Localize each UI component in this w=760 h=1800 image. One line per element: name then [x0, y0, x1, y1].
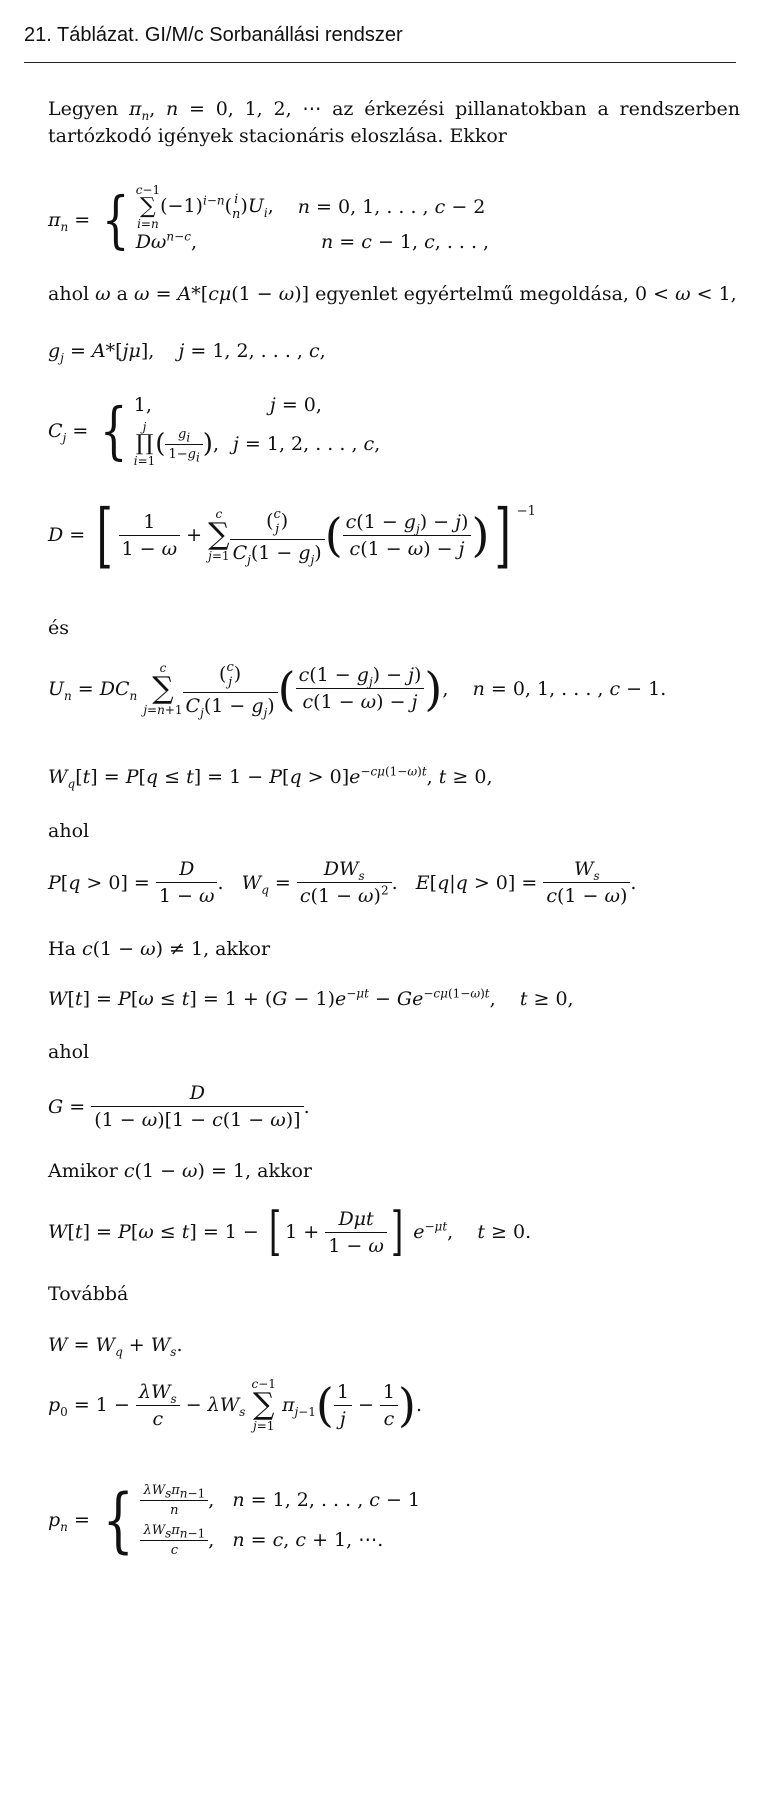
page-header [24, 14, 736, 63]
formula-w: $W = W_q + W_s$. [48, 1334, 183, 1359]
intro-line-1: Legyen $\pi_n$, n = 0, 1, 2, ⋯ az érkezési pillanatokban a rendszerben [48, 98, 740, 123]
formula-c-j: $C_j$ = { 1, j = 0, j ∏ i=1 ( $g_i$ $1-g_i$ ) , j = 1, 2, . . . , c, [48, 394, 381, 468]
formula-g-j: $g_j = A*[j\mu]$, j = 1, 2, . . . , c, [48, 340, 326, 365]
intro-line-2: tartózkodó igények stacionáris eloszlása. Ekkor [48, 125, 507, 147]
formula-g: G = $\frac{D}{(1 - \omega)[1 - c(1 - \omega)]}$ . [48, 1082, 310, 1131]
formula-u-n: $U_n = DC_n$ c ∑ j=n+1 ( c j ) $C_j(1 - g_j)$ ( $c(1 - g_j) - j$) c(1 − ω) − j ) , n = 0, 1, . . . , c − 1. [48, 660, 667, 720]
formula-wq-t: $W_q[t] = P[q \le t] = 1 - P[q > 0]e^{-c\mu(1-\omega)t}$, t ≥ 0, [48, 764, 493, 791]
formula-p-0: $p_0 = 1$ − $\lambda W_s$ c − $\lambda W_s$ c−1 ∑ j=1 $\pi_{j-1}$ ( 1 j − $\frac{1}{c}$ ) . [48, 1377, 423, 1433]
formula-w-t-1: $W[t] = P[\omega \le t] = 1 + (G - 1)e^{-\mu t} - Ge^{-c\mu(1-\omega)t}$, t ≥ 0, [48, 986, 574, 1010]
formula-d: D = [ 1 1 − ω + c ∑ j=1 ( c j ) $C_j(1 - g_j)$ ( $c(1 - g_j) - j$) c(1 − ω) − j ) ] −1 [48, 494, 536, 576]
page-title: 21. Táblázat. GI/M/c Sorbanállási rendszer [24, 24, 403, 46]
text-amikor: Amikor c(1 − ω) = 1, akkor [48, 1160, 313, 1182]
omega-definition: ahol ω a ω = A*[cμ(1 − ω)] egyenlet egyértelmű megoldása, 0 < ω < 1, [48, 283, 737, 305]
formula-pi-n: $\pi_n$ = { c−1 ∑ i=n $(-1)^{i-n}$( i n )$U_i$, n = 0, 1, . . . , c − 2 $D\omega^{n-c}$, n = c − 1, c, . . . , [48, 183, 490, 256]
formula-p-n: $p_n$ = { $\lambda W_s\pi_{n-1}$ n , n = 1, 2, . . . , c − 1 $\lambda W_s\pi_{n-1}$ c , n = c, c + 1, ⋯. [48, 1479, 421, 1561]
text-ha: Ha c(1 − ω) ≠ 1, akkor [48, 938, 271, 960]
text-tovabba: Továbbá [48, 1283, 129, 1305]
formula-p-q: P[q > 0] = $\frac{D}{1 - \omega}$ . $W_q$ = $DW_s$ $c(1 - \omega)^2$ . E[q|q > 0] = $\frac{W_s}{c(1 - \omega)}$ . [48, 858, 637, 907]
text-ahol-1: ahol [48, 820, 90, 842]
text-es: és [48, 617, 69, 639]
text-ahol-2: ahol [48, 1041, 90, 1063]
formula-w-t-2: W[t] = P[ω ≤ t] = 1 − [ 1 + Dμt 1 − ω ] $e^{-\mu t}$, t ≥ 0. [48, 1202, 532, 1262]
